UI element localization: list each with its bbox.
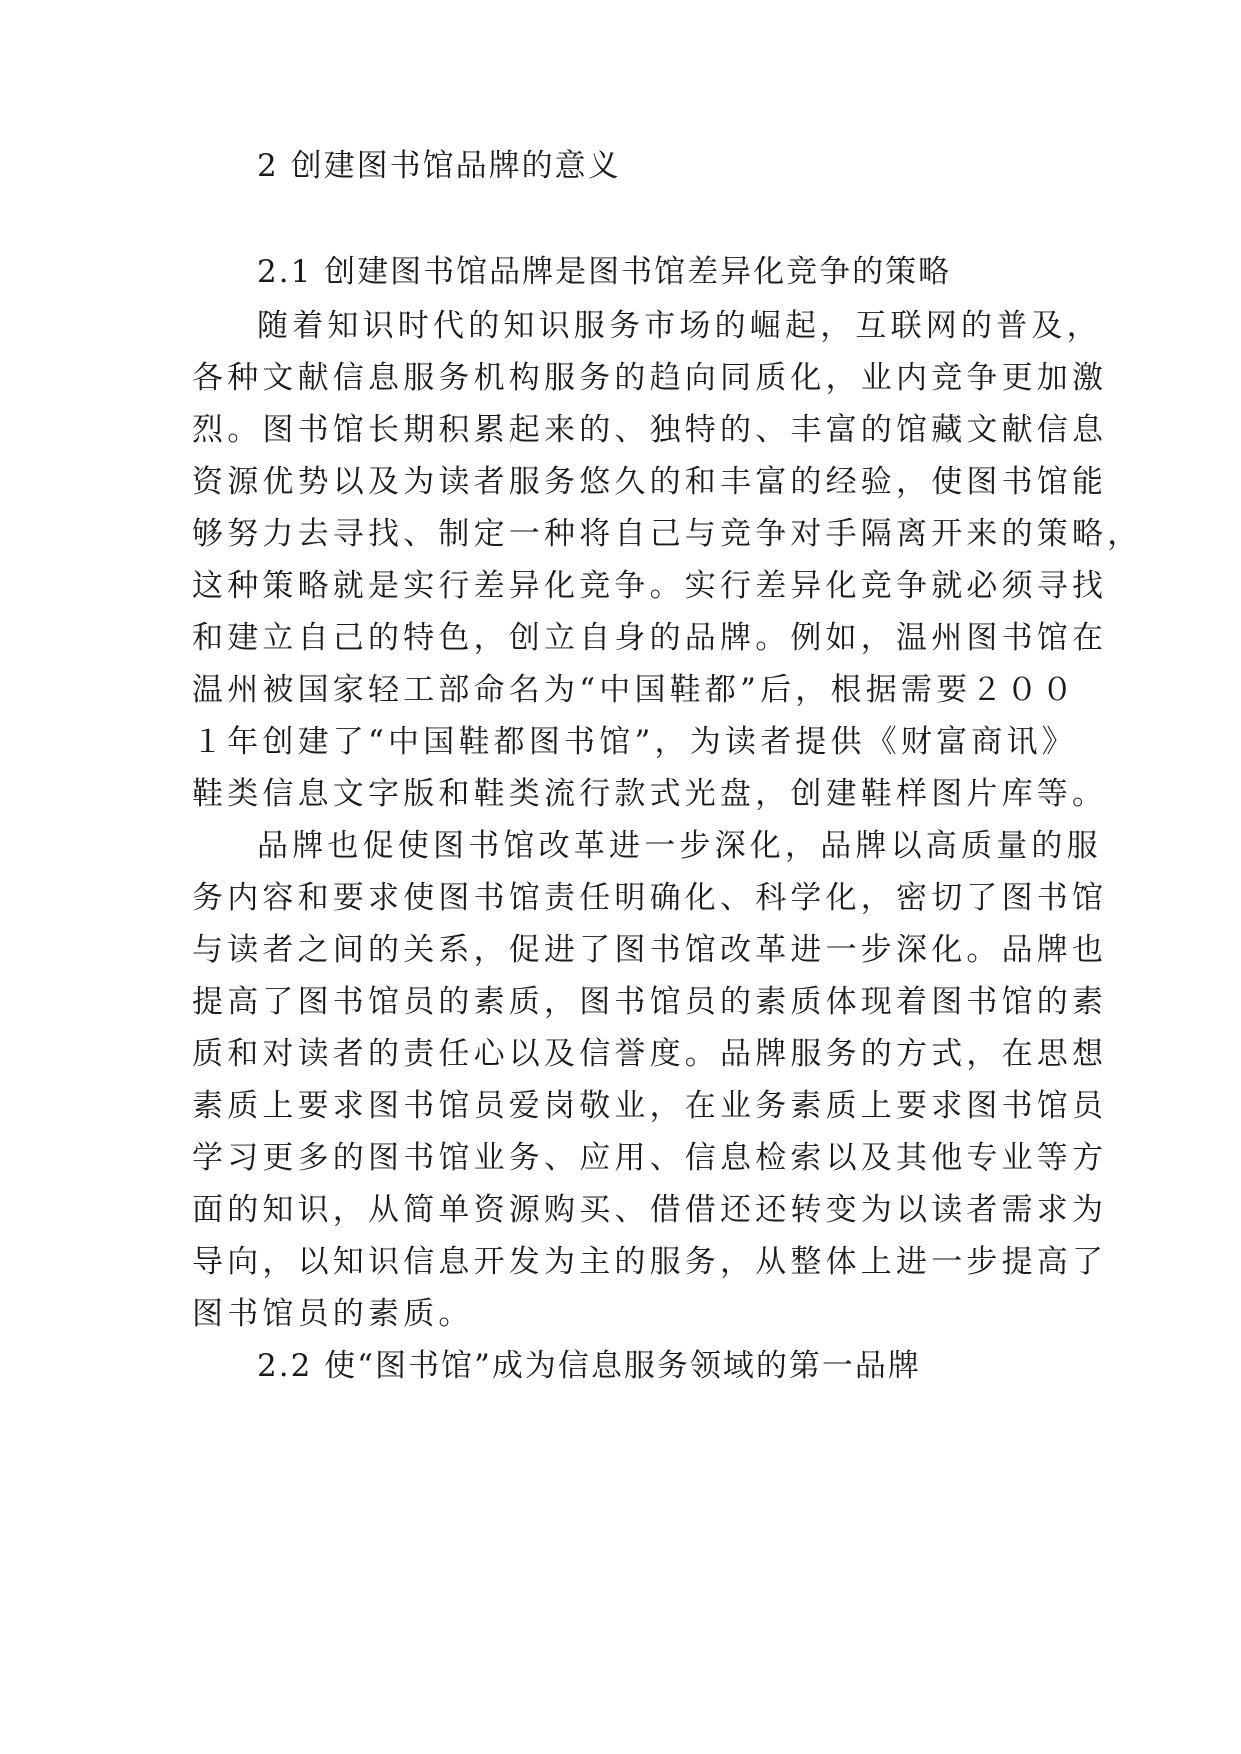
paragraph-line: 学习更多的图书馆业务、应用、信息检索以及其他专业等方 bbox=[192, 1140, 1108, 1176]
paragraph-line: 质和对读者的责任心以及信誉度。品牌服务的方式，在思想 bbox=[192, 1036, 1108, 1072]
paragraph-line: 和建立自己的特色，创立自身的品牌。例如，温州图书馆在 bbox=[192, 620, 1108, 656]
paragraph-line: 随着知识时代的知识服务市场的崛起，互联网的普及， bbox=[257, 308, 1102, 344]
paragraph-line: 资源优势以及为读者服务悠久的和丰富的经验，使图书馆能 bbox=[192, 464, 1108, 500]
paragraph-line: 务内容和要求使图书馆责任明确化、科学化，密切了图书馆 bbox=[192, 880, 1108, 916]
paragraph-line: 面的知识，从简单资源购买、借借还还转变为以读者需求为 bbox=[192, 1192, 1108, 1228]
subsection-heading: 2.2 使“图书馆”成为信息服务领域的第一品牌 bbox=[257, 1348, 921, 1384]
paragraph-line: 素质上要求图书馆员爱岗敬业，在业务素质上要求图书馆员 bbox=[192, 1088, 1108, 1124]
paragraph-line: 与读者之间的关系，促进了图书馆改革进一步深化。品牌也 bbox=[192, 932, 1108, 968]
paragraph-line: 图书馆员的素质。 bbox=[192, 1296, 474, 1332]
paragraph-line: 鞋类信息文字版和鞋类流行款式光盘，创建鞋样图片库等。 bbox=[192, 776, 1108, 812]
paragraph-line: 导向，以知识信息开发为主的服务，从整体上进一步提高了 bbox=[192, 1244, 1108, 1280]
paragraph-line: 温州被国家轻工部命名为“中国鞋都”后，根据需要２００ bbox=[192, 672, 1077, 708]
paragraph-line: 各种文献信息服务机构服务的趋向同质化，业内竞争更加激 bbox=[192, 360, 1108, 396]
paragraph-line: 烈。图书馆长期积累起来的、独特的、丰富的馆藏文献信息 bbox=[192, 412, 1108, 448]
paragraph-line: 品牌也促使图书馆改革进一步深化，品牌以高质量的服 bbox=[257, 828, 1102, 864]
subsection-heading: 2.1 创建图书馆品牌是图书馆差异化竞争的策略 bbox=[257, 254, 952, 290]
paragraph-line: 够努力去寻找、制定一种将自己与竞争对手隔离开来的策略， bbox=[192, 516, 1143, 552]
paragraph-line: １年创建了“中国鞋都图书馆”，为读者提供《财富商讯》 bbox=[192, 724, 1077, 760]
paragraph-line: 提高了图书馆员的素质，图书馆员的素质体现着图书馆的素 bbox=[192, 984, 1108, 1020]
section-heading: 2 创建图书馆品牌的意义 bbox=[257, 148, 621, 184]
paragraph-line: 这种策略就是实行差异化竞争。实行差异化竞争就必须寻找 bbox=[192, 568, 1108, 604]
